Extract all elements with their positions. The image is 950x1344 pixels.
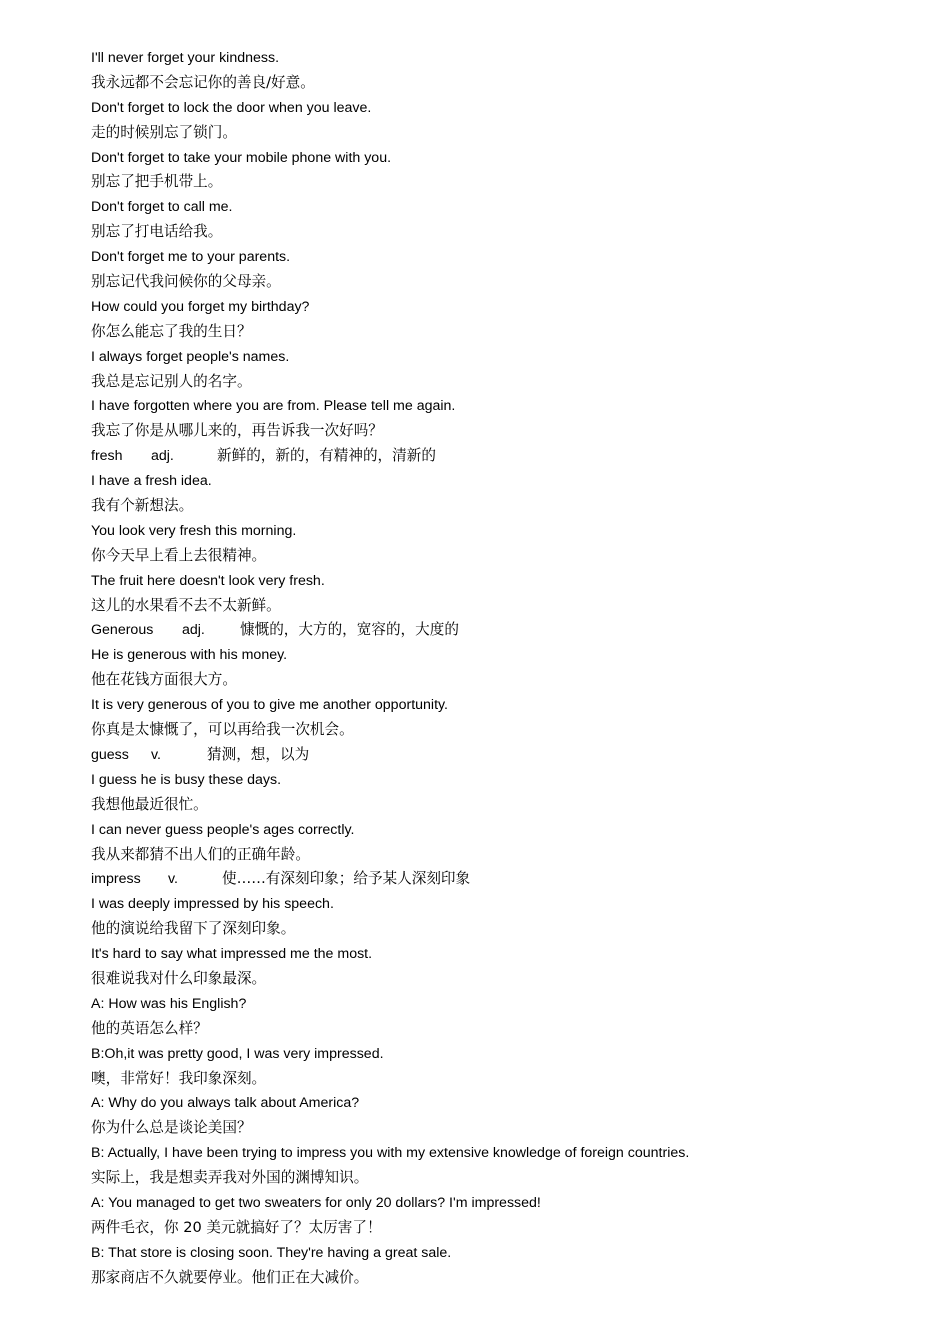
english-sentence-line: A: You managed to get two sweaters for only 20 dollars? I'm impressed! [91, 1194, 541, 1211]
vocab-meaning: 使……有深刻印象；给予某人深刻印象 [222, 870, 471, 888]
english-sentence-line: You look very fresh this morning. [91, 522, 297, 539]
english-sentence-line: A: Why do you always talk about America? [91, 1095, 360, 1112]
chinese-translation-line: 那家商店不久就要停业。他们正在大减价。 [91, 1268, 369, 1286]
english-sentence-line: He is generous with his money. [91, 647, 288, 664]
english-sentence-line: Don't forget to lock the door when you leave. [91, 99, 372, 116]
english-sentence-line: Don't forget to take your mobile phone with you. [91, 149, 392, 166]
english-sentence-line: B: That store is closing soon. They're having a great sale. [91, 1244, 452, 1261]
chinese-translation-line: 你为什么总是谈论美国？ [91, 1119, 252, 1137]
vocab-part-of-speech: v. [151, 746, 161, 763]
english-sentence-line: I always forget people's names. [91, 348, 290, 365]
english-sentence-line: I have forgotten where you are from. Please tell me again. [91, 398, 456, 415]
vocab-part-of-speech: v. [168, 871, 178, 888]
vocab-entry [91, 618, 911, 643]
chinese-translation-line: 我忘了你是从哪儿来的，再告诉我一次好吗？ [91, 422, 383, 440]
vocab-word: fresh [91, 448, 123, 465]
english-sentence-line: I was deeply impressed by his speech. [91, 896, 334, 913]
chinese-translation-line: 实际上，我是想卖弄我对外国的渊博知识。 [91, 1169, 369, 1187]
vocab-part-of-speech: adj. [182, 622, 205, 639]
document-body [91, 46, 911, 1291]
chinese-translation-line: 我想他最近很忙。 [91, 795, 208, 813]
chinese-translation-line: 两件毛衣，你 20 美元就搞好了？太厉害了！ [91, 1218, 382, 1236]
english-sentence-line: I guess he is busy these days. [91, 771, 282, 788]
english-sentence-line: The fruit here doesn't look very fresh. [91, 572, 325, 589]
chinese-translation-line: 你今天早上看上去很精神。 [91, 546, 267, 564]
chinese-translation-line: 我总是忘记别人的名字。 [91, 372, 252, 390]
vocab-entry [91, 743, 911, 768]
english-sentence-line: It is very generous of you to give me another opportunity. [91, 697, 448, 714]
english-sentence-line: Don't forget me to your parents. [91, 249, 291, 266]
chinese-translation-line: 这儿的水果看不去不太新鲜。 [91, 596, 281, 614]
chinese-translation-line: 他在花钱方面很大方。 [91, 671, 237, 689]
chinese-translation-line: 别忘记代我问候你的父母亲。 [91, 273, 281, 291]
vocab-entry [91, 867, 911, 892]
chinese-translation-line: 我从来都猜不出人们的正确年龄。 [91, 845, 310, 863]
chinese-translation-line: 我永远都不会忘记你的善良/好意。 [91, 73, 315, 91]
english-sentence-line: How could you forget my birthday? [91, 298, 310, 315]
vocab-word: Generous [91, 622, 154, 639]
english-sentence-line: I'll never forget your kindness. [91, 50, 280, 66]
english-sentence-line: I can never guess people's ages correctly. [91, 821, 355, 838]
english-sentence-line: B: Actually, I have been trying to impress you with my extensive knowledge of foreign countries. [91, 1145, 690, 1162]
vocab-meaning: 新鲜的，新的，有精神的，清新的 [217, 447, 436, 465]
chinese-translation-line: 你真是太慷慨了，可以再给我一次机会。 [91, 721, 354, 739]
chinese-translation-line: 别忘了打电话给我。 [91, 223, 223, 241]
english-sentence-line: I have a fresh idea. [91, 473, 212, 490]
chinese-translation-line: 他的演说给我留下了深刻印象。 [91, 920, 296, 938]
chinese-translation-line: 走的时候别忘了锁门。 [91, 123, 237, 141]
chinese-translation-line: 他的英语怎么样？ [91, 1019, 208, 1037]
vocab-entry [91, 444, 911, 469]
english-sentence-line: A: How was his English? [91, 995, 247, 1012]
vocab-word: guess [91, 746, 129, 763]
vocab-meaning: 猜测，想，以为 [207, 745, 310, 763]
english-sentence-line: B:Oh,it was pretty good, I was very impressed. [91, 1045, 384, 1062]
chinese-translation-line: 你怎么能忘了我的生日？ [91, 322, 252, 340]
english-sentence-line: It's hard to say what impressed me the most. [91, 946, 373, 963]
chinese-translation-line: 别忘了把手机带上。 [91, 173, 223, 191]
vocab-word: impress [91, 871, 141, 888]
vocab-meaning: 慷慨的，大方的，宽容的，大度的 [240, 621, 459, 639]
chinese-translation-line: 我有个新想法。 [91, 497, 194, 515]
chinese-translation-line: 噢，非常好！我印象深刻。 [91, 1069, 267, 1087]
english-sentence-line: Don't forget to call me. [91, 199, 233, 216]
vocab-part-of-speech: adj. [151, 448, 174, 465]
chinese-translation-line: 很难说我对什么印象最深。 [91, 969, 267, 987]
